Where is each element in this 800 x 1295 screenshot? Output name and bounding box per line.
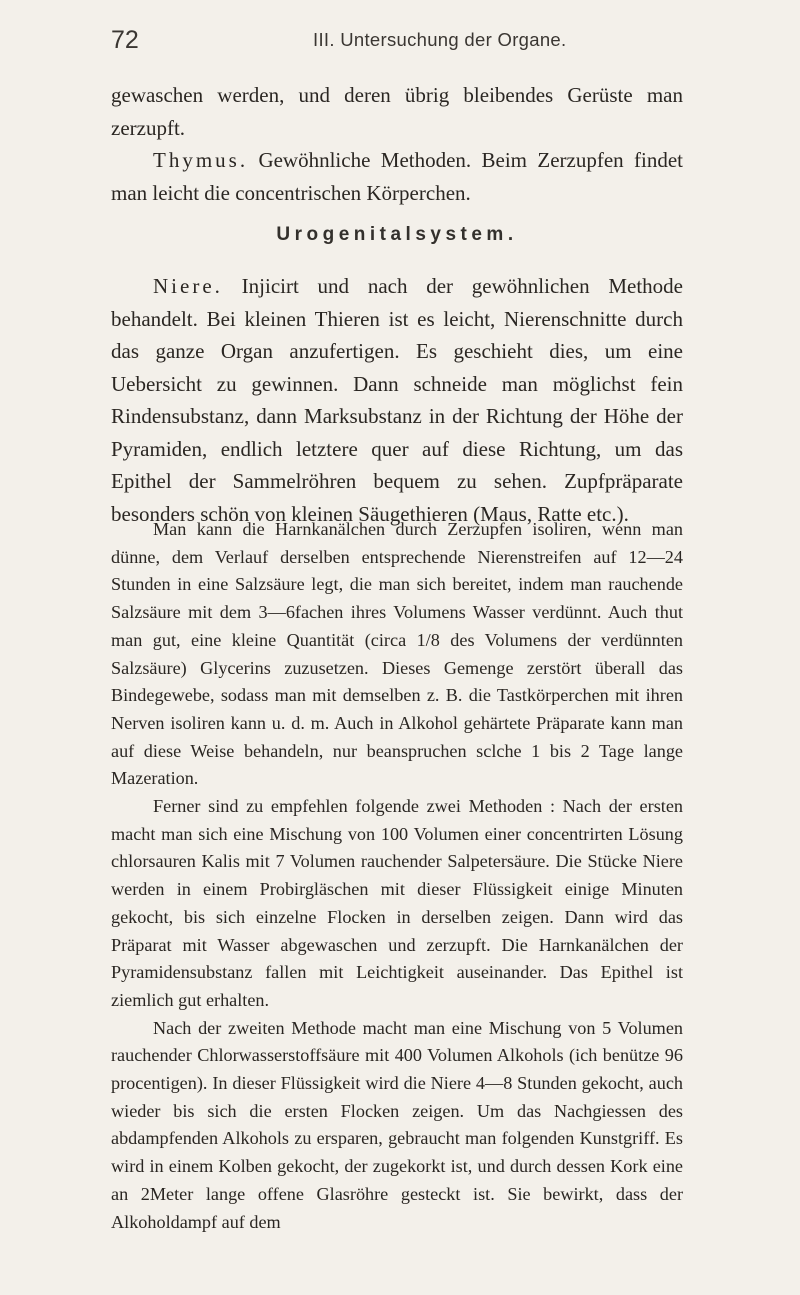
niere-term: Niere. — [153, 274, 223, 298]
page-number: 72 — [111, 26, 139, 54]
running-head: III. Untersuchung der Organe. — [313, 29, 567, 50]
small-paragraph-2: Ferner sind zu empfehlen folgende zwei Methoden : Nach der ersten macht man sich eine Mischung von 100 Volumen einer concentrirten Lösung chlorsauren Kalis mit 7 Volumen rauchender Salpetersäure. Die Stücke Niere werden in einem Probirgläschen mit dieser Flüssigkeit einige Minuten gekocht, bis sich einzelne Flocken in derselben zeigen. Dann wird das Präparat mit Wasser abgewaschen und zerzupft. Die Harnkanälchen der Pyramidensubstanz fallen mit Leichtigkeit auseinander. Das Epithel ist ziemlich gut erhalten. — [111, 796, 683, 1010]
small-paragraph-3: Nach der zweiten Methode macht man eine Mischung von 5 Volumen rauchender Chlorwasserstoffsäure mit 400 Volumen Alkohols (ich benütze 96 procentigen). In dieser Flüssigkeit wird die Niere 4—8 Stunden gekocht, auch wieder bis sich die ersten Flocken zeigen. Um das Nachgiessen des abdampfenden Alkohols zu ersparen, gebraucht man folgenden Kunstgriff. Es wird in einem Kolben gekocht, der zugekorkt ist, und durch dessen Kork eine an 2Meter lange offene Glasröhre gesteckt ist. Sie bewirkt, dass der Alkoholdampf auf dem — [111, 1017, 683, 1232]
section-heading: Urogenitalsystem. — [276, 224, 518, 245]
top-text-block — [111, 79, 683, 209]
small-paragraph-1: Man kann die Harnkanälchen durch Zerzupfen isoliren, wenn man dünne, dem Verlauf derselben entsprechende Nierenstreifen auf 12—24 Stunden in eine Salzsäure legt, die man sich bereitet, indem man rauchende Salzsäure mit dem 3—6fachen ihres Volumens Wasser verdünnt. Auch thut man gut, eine kleine Quantität (circa 1/8 des Volumens der verdünnten Salzsäure) Glycerins zuzusetzen. Dieses Gemenge zerstört überall das Bindegewebe, sodass man mit demselben z. B. die Tastkörperchen mit ihren Nerven isoliren kann u. d. m. Auch in Alkohol gehärtete Präparate kann man auf diese Weise behandeln, nur beanspruchen sclche 1 bis 2 Tage lange Mazeration. — [111, 519, 683, 789]
niere-text: Injicirt und nach der gewöhnlichen Methode behandelt. Bei kleinen Thieren ist es leicht, Nierenschnitte durch das ganze Organ anzufertigen. Es geschieht dies, um eine Uebersicht zu gewinnen. Dann schneide man möglichst fein Rindensubstanz, dann Marksubstanz in der Richtung der Höhe der Pyramiden, endlich letztere quer auf diese Richtung, um das Epithel der Sammelröhren bequem zu sehen. Zupfpräparate besonders schön von kleinen Säugethieren (Maus, Ratte etc.). — [111, 274, 683, 526]
thymus-text: Gewöhnliche Methoden. Beim Zerzupfen findet man leicht die concentrischen Körperchen. — [111, 148, 683, 205]
niere-paragraph — [111, 270, 683, 530]
small-print-block — [111, 516, 683, 1236]
continued-paragraph: gewaschen werden, und deren übrig bleibendes Gerüste man zerzupft. — [111, 83, 683, 140]
niere-text-block — [111, 270, 683, 530]
thymus-term: Thymus. — [153, 148, 249, 172]
thymus-paragraph — [111, 144, 683, 209]
page-header — [111, 26, 680, 60]
